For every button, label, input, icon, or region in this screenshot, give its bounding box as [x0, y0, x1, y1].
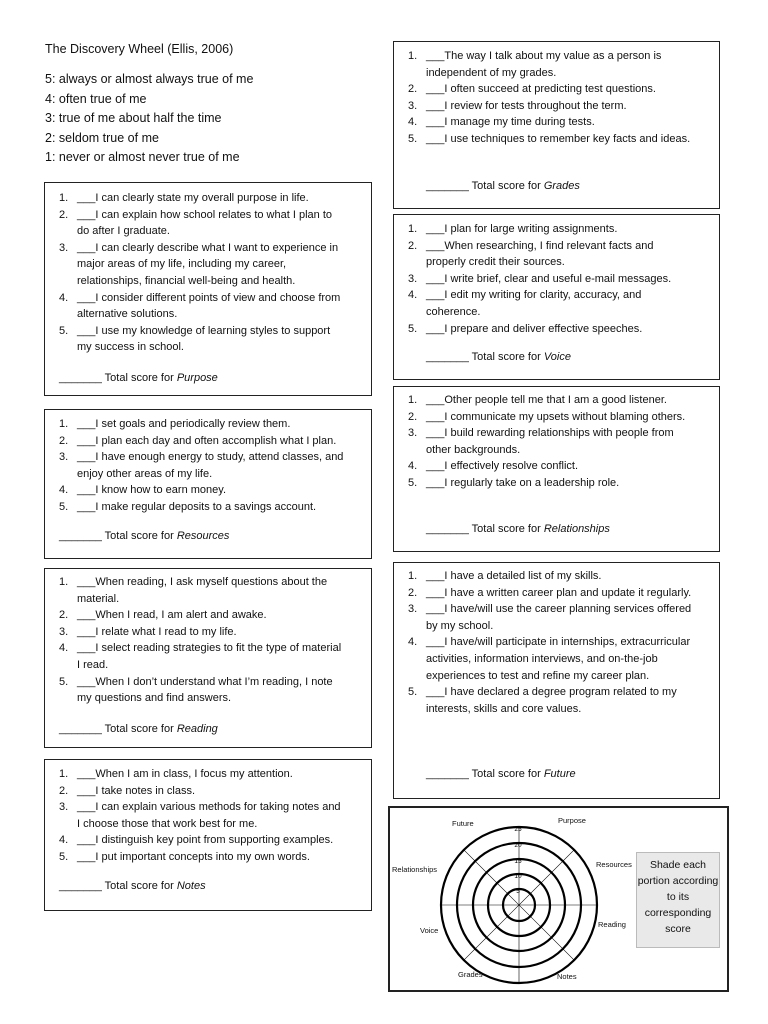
grades-item-4[interactable]: 4. ___I manage my time during tests. — [408, 116, 595, 129]
wheel-label-notes: Notes — [557, 972, 577, 981]
section-resources — [44, 409, 372, 559]
grades-item-3[interactable]: 3. ___I review for tests throughout the term. — [408, 99, 627, 112]
ring-label-5: 5 — [516, 888, 520, 895]
grades-item-1[interactable]: 1. ___The way I talk about my value as a person is independent of my grades. — [408, 50, 662, 79]
notes-item-2[interactable]: 2. ___I take notes in class. — [59, 784, 196, 797]
reading-item-1[interactable]: 1. ___When reading, I ask myself questions about the material. — [59, 576, 328, 605]
notes-item-5[interactable]: 5. ___I put important concepts into my own words. — [59, 850, 310, 863]
reading-total[interactable]: _______ Total score for Reading — [59, 723, 218, 735]
resources-item-2[interactable]: 2. ___I plan each day and often accomplish what I plan. — [59, 434, 337, 447]
ring-label-10: 10 — [514, 873, 522, 880]
purpose-item-1[interactable]: 1. ___I can clearly state my overall purpose in life. — [59, 192, 309, 204]
relationships-item-2[interactable]: 2. ___I communicate my upsets without blaming others. — [408, 410, 686, 423]
future-item-1[interactable]: 1. ___I have a detailed list of my skills. — [408, 570, 602, 582]
scale-5: 5: always or almost always true of me — [45, 72, 254, 86]
section-reading — [44, 568, 372, 748]
purpose-item-5[interactable]: 5. ___I use my knowledge of learning styles to support my success in school. — [59, 324, 331, 354]
resources-item-3[interactable]: 3. ___I have enough energy to study, attend classes, and enjoy other areas of my life. — [59, 451, 344, 480]
voice-item-4[interactable]: 4. ___I edit my writing for clarity, accuracy, and coherence. — [408, 289, 642, 318]
voice-item-3[interactable]: 3. ___I write brief, clear and useful e-mail messages. — [408, 272, 672, 285]
resources-item-1[interactable]: 1. ___I set goals and periodically review them. — [59, 418, 291, 430]
rating-scale — [45, 70, 253, 168]
relationships-item-4[interactable]: 4. ___I effectively resolve conflict. — [408, 460, 579, 473]
future-item-2[interactable]: 2. ___I have a written career plan and update it regularly. — [408, 586, 692, 599]
section-relationships — [393, 386, 720, 552]
scale-1: 1: never or almost never true of me — [45, 150, 240, 164]
reading-item-4[interactable]: 4. ___I select reading strategies to fit the type of material I read. — [59, 642, 342, 671]
voice-total[interactable]: _______ Total score for Voice — [426, 351, 571, 363]
section-future — [393, 562, 720, 799]
notes-item-4[interactable]: 4. ___I distinguish key point from supporting examples. — [59, 834, 334, 847]
wheel-label-purpose: Purpose — [558, 816, 586, 825]
discovery-wheel-panel — [388, 806, 729, 992]
purpose-item-4[interactable]: 4. ___I consider different points of view and choose from alternative solutions. — [59, 291, 341, 321]
purpose-item-2[interactable]: 2. ___I can explain how school relates to what I plan to do after I graduate. — [59, 208, 332, 238]
section-grades — [393, 41, 720, 209]
purpose-item-3[interactable]: 3. ___I can clearly describe what I want to experience in major areas of my life, including my career, relationships, financial well-being and health. — [59, 241, 339, 287]
wheel-label-voice: Voice — [420, 926, 439, 935]
wheel-label-relationships: Relationships — [392, 865, 438, 874]
ring-label-20: 20 — [514, 842, 522, 849]
future-item-5[interactable]: 5. ___I have declared a degree program related to my interests, skills and core values. — [408, 686, 677, 715]
relationships-item-3[interactable]: 3. ___I build rewarding relationships with people from other backgrounds. — [408, 427, 674, 456]
notes-item-1[interactable]: 1. ___When I am in class, I focus my attention. — [59, 768, 293, 780]
voice-item-5[interactable]: 5. ___I prepare and deliver effective speeches. — [408, 322, 643, 335]
grades-total[interactable]: _______ Total score for Grades — [426, 180, 580, 192]
resources-total[interactable]: _______ Total score for Resources — [59, 530, 230, 542]
scale-3: 3: true of me about half the time — [45, 111, 222, 125]
wheel-label-reading: Reading — [598, 920, 626, 929]
reading-item-3[interactable]: 3. ___I relate what I read to my life. — [59, 625, 237, 638]
notes-item-3[interactable]: 3. ___I can explain various methods for taking notes and I choose those that work best for me. — [59, 801, 341, 830]
ring-label-15: 15 — [514, 858, 522, 865]
section-notes — [44, 759, 372, 911]
reading-item-2[interactable]: 2. ___When I read, I am alert and awake. — [59, 609, 267, 622]
wheel-label-grades: Grades — [458, 970, 483, 979]
resources-item-5[interactable]: 5. ___I make regular deposits to a savings account. — [59, 500, 317, 513]
voice-item-1[interactable]: 1. ___I plan for large writing assignments. — [408, 223, 618, 235]
grades-item-2[interactable]: 2. ___I often succeed at predicting test questions. — [408, 83, 656, 96]
scale-2: 2: seldom true of me — [45, 130, 159, 145]
future-item-3[interactable]: 3. ___I have/will use the career planning services offered by my school. — [408, 603, 692, 632]
shade-instruction: Shade each portion according to its corresponding score — [636, 852, 720, 948]
resources-item-4[interactable]: 4. ___I know how to earn money. — [59, 484, 226, 497]
ring-label-25: 25 — [514, 826, 522, 833]
scale-4: 4: often true of me — [45, 91, 147, 106]
purpose-total[interactable]: _______ Total score for Purpose — [59, 372, 218, 384]
document-title: The Discovery Wheel (Ellis, 2006) — [45, 42, 234, 56]
future-item-4[interactable]: 4. ___I have/will participate in internships, extracurricular activities, information interviews, and on-the-job experiences to test and refine my career plan. — [408, 636, 691, 682]
notes-total[interactable]: _______ Total score for Notes — [59, 880, 206, 892]
relationships-item-1[interactable]: 1. ___Other people tell me that I am a good listener. — [408, 394, 667, 406]
wheel-label-resources: Resources — [596, 860, 632, 869]
relationships-total[interactable]: _______ Total score for Relationships — [426, 523, 610, 535]
reading-item-5[interactable]: 5. ___When I don’t understand what I’m reading, I note my questions and find answers. — [59, 675, 333, 705]
relationships-item-5[interactable]: 5. ___I regularly take on a leadership role. — [408, 476, 620, 489]
wheel-label-future: Future — [452, 819, 474, 828]
section-purpose — [44, 182, 372, 396]
section-voice — [393, 214, 720, 380]
voice-item-2[interactable]: 2. ___When researching, I find relevant facts and properly credit their sources. — [408, 239, 654, 269]
future-total[interactable]: _______ Total score for Future — [426, 768, 576, 780]
grades-item-5[interactable]: 5. ___I use techniques to remember key facts and ideas. — [408, 132, 691, 145]
